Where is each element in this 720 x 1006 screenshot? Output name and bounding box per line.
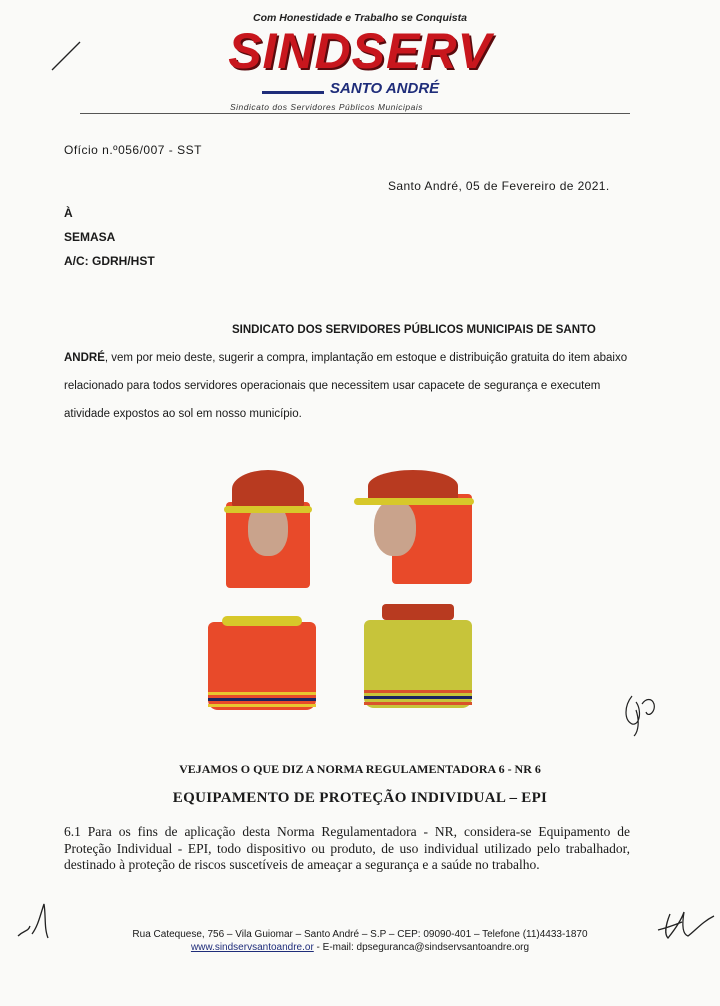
recipient-line-1: À (64, 206, 73, 220)
letter-reference: Ofício n.º056/007 - SST (64, 143, 202, 157)
letterhead-tagline: Com Honestidade e Trabalho se Conquista (253, 12, 467, 24)
footer-address: Rua Catequese, 756 – Vila Guiomar – Santo André – S.P – CEP: 09090-401 – Telefone (11)4433-1870 (132, 929, 588, 940)
signature-mark-right (652, 904, 718, 944)
recipient-line-2: SEMASA (64, 230, 116, 244)
body-text: , vem por meio deste, sugerir a compra, implantação em estoque e distribuição gratuita do item abaixo relacionado para todos servidores operacionais que necessitem usar capacete de segurança e executem atividade expostos ao sol em nosso município. (64, 352, 628, 420)
product-photo-side (352, 468, 484, 590)
union-name: Sindicato dos Servidores Públicos Municipais (230, 102, 424, 112)
product-photo-front (218, 468, 318, 590)
recipient-line-3: A/C: GDRH/HST (64, 254, 155, 268)
pen-stroke-mark (46, 38, 86, 74)
body-lead-bold-cont: ANDRÉ (64, 352, 105, 364)
handwritten-initials-mark (618, 688, 662, 738)
product-photo-neck-flap-orange (202, 612, 322, 712)
product-photo-neck-flap-yellow (360, 604, 476, 710)
sindserv-logo: SINDSERV (228, 23, 492, 79)
nr-heading: VEJAMOS O QUE DIZ A NORMA REGULAMENTADORA 6 - NR 6 (179, 762, 541, 776)
nr-text: 6.1 Para os fins de aplicação desta Norma Regulamentadora - NR, considera-se Equipamento de Proteção Individual - EPI, todo dispositivo ou produto, de uso individual utilizado pelo trabalhador, destinado à proteção de riscos suscetíveis de ameaçar a segurança e a saúde no trabalho. (64, 824, 630, 872)
logo-underline-bar (262, 91, 324, 94)
footer-contact (0, 942, 720, 953)
footer-website[interactable]: www.sindservsantoandre.or (190, 942, 314, 953)
header-divider (80, 113, 630, 114)
footer-email: - E-mail: dpseguranca@sindservsantoandre.org (313, 942, 530, 953)
logo-subbrand: SANTO ANDRÉ (330, 80, 440, 97)
body-lead-bold: SINDICATO DOS SERVIDORES PÚBLICOS MUNICIPAIS DE SANTO (232, 324, 596, 336)
body-paragraph (64, 344, 630, 428)
epi-heading: EQUIPAMENTO DE PROTEÇÃO INDIVIDUAL – EPI (172, 790, 548, 806)
letter-date: Santo André, 05 de Fevereiro de 2021. (388, 179, 610, 193)
